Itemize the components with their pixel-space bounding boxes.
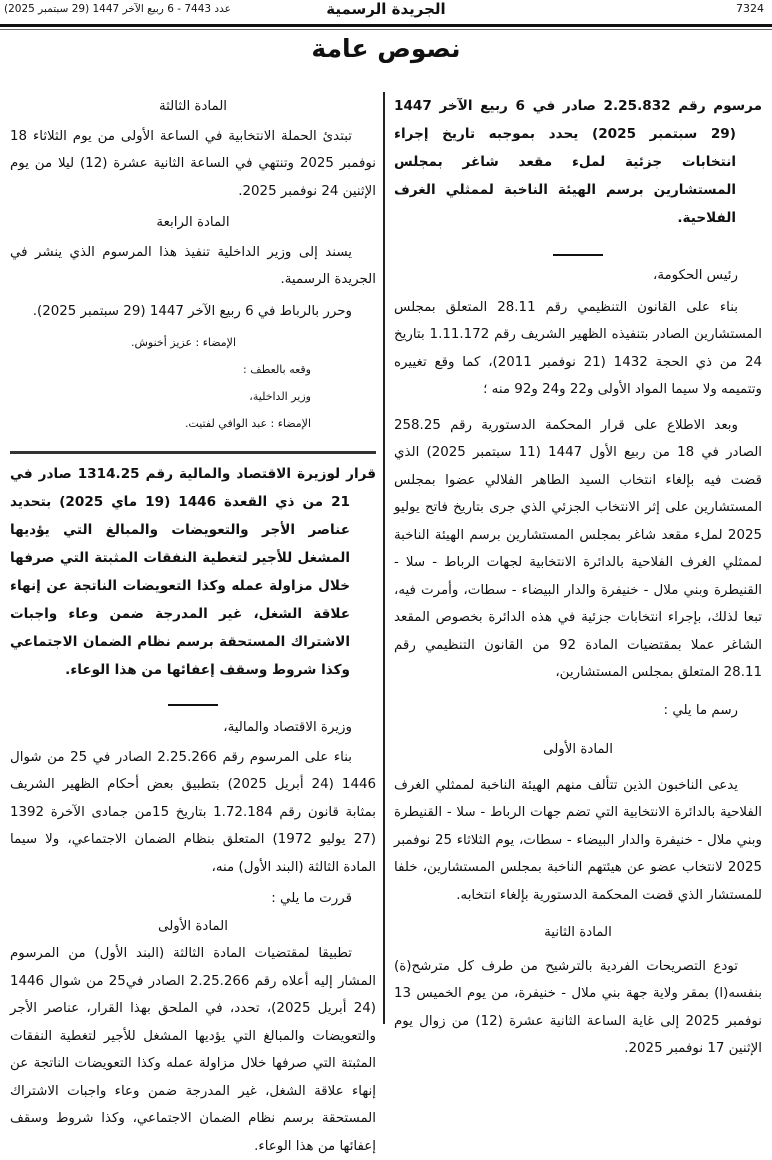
gazette-title: الجريدة الرسمية (326, 0, 446, 18)
order-issuer: وزيرة الاقتصاد والمالية، (223, 720, 352, 735)
order-article-1-text: تطبيقا لمقتضيات المادة الثالثة (البند الأول) من المرسوم المشار إليه أعلاه رقم 2.25.266 الصادر في25 من شوال 1446 (24 أبريل 2025)، تحدد، في الملحق بهذا القرار، عناصر الأجر والتعويضات والمبالغ التي يؤديها المشغل للأجير لتغطية النفقات المثبتة التي صرفها خلال مزاولة عمله وكذا التعويضات الناتجة عن إنهاء علاقة الشغل، غير المدرجة ضمن وعاء واجبات الاشتراك المستحقة برسم نظام الضمان الاجتماعي، وكذا شروط وسقف إعفائها من هذا الوعاء. (10, 946, 377, 1154)
left-column (10, 93, 376, 1160)
minister: وزير الداخلية، (249, 390, 311, 403)
decree-title: مرسوم رقم 2.25.832 صادر في 6 ربيع الآخر 1447 (29 سبتمبر 2025) يحدد بموجبه تاريخ إجراء انتخابات جزئية لملء مقعد شاغر بمجلس المستشارين برسم الهيئة الناخبة لممثلي الغرف الفلاحية. (394, 98, 762, 226)
article-3-text: تبتدئ الحملة الانتخابية في الساعة الأولى من يوم الثلاثاء 18 نوفمبر 2025 وتنتهي في الساعة الثانية عشرة (12) ليلا من يوم الإثنين 24 نوفمبر 2025. (10, 128, 377, 199)
order-recital: بناء على المرسوم رقم 2.25.266 الصادر في 25 من شوال 1446 (24 أبريل 2025) بتطبيق بعض أحكام الظهير الشريف بمثابة قانون رقم 1.72.184 بتاريخ 15من جمادى الآخرة 1392 (27 يوليو 1972) المتعلق بنظام الضمان الاجتماعي، ولا سيما المادة الثالثة (البند الأول) منه، (10, 749, 377, 875)
order-decided: قررت ما يلي : (271, 891, 352, 906)
order-article-1-heading: المادة الأولى (158, 918, 228, 934)
decree-column (394, 92, 762, 1063)
article-4-heading: المادة الرابعة (156, 215, 230, 230)
page-number: 7324 (736, 2, 764, 15)
header-rule (0, 24, 772, 27)
article-4-text: يسند إلى وزير الداخلية تنفيذ هذا المرسوم الذي ينشر في الجريدة الرسمية. (10, 244, 376, 287)
separator (553, 254, 603, 256)
column-divider (383, 92, 385, 1024)
countersigned: وقعه بالعطف : (243, 363, 311, 376)
article-1-text: يدعى الناخبون الذين تتألف منهم الهيئة الناخبة لممثلي الغرف الفلاحية بالدائرة الانتخابية التي تضم جهات الرباط - سلا - القنيطرة وبني ملال - خنيفرة والدار البيضاء - سطات، يوم الثلاثاء 25 نوفمبر 2025 لانتخاب عضو عن هيئتهم الناخبة بمجلس المستشارين، خلفا للمستشار الذي قضت المحكمة الدستورية بإلغاء انتخابه. (394, 777, 762, 903)
page-header (0, 0, 772, 24)
decree-recital-2: وبعد الاطلاع على قرار المحكمة الدستورية رقم 258.25 الصادر في 18 من ربيع الأول 1447 (11 سبتمبر 2025) الذي قضت فيه بإلغاء انتخاب السيد الطاهر الفلالي عضوا بمجلس المستشارين على إثر الانتخاب الجزئي الذي جرى بتاريخ فاتح يوليو 2025 لملء مقعد شاغر بمجلس المستشارين برسم الهيئة الناخبة لممثلي الغرف الفلاحية بالدائرة الانتخابية لجهات الرباط - سلا - القنيطرة وبني ملال - خنيفرة والدار البيضاء - سطات، وأمرت فيه، تبعا لذلك، بإجراء انتخابات جزئية في هذه الدائرة بخصوص المقعد الشاغر عملا بمقتضيات المادة 92 من القانون التنظيمي رقم 28.11 المتعلق بمجلس المستشارين، (394, 417, 763, 680)
order-title: قرار لوزيرة الاقتصاد والمالية رقم 1314.25 صادر في 21 من ذي القعدة 1446 (19 ماي 2025) بتحديد عناصر الأجر والتعويضات والمبالغ التي يؤديها المشغل للأجير لتغطية النفقات المثبتة التي صرفها خلال مزاولة عمله وكذا التعويضات الناتجة عن إنهاء علاقة الشغل، غير المدرجة ضمن وعاء واجبات الاشتراك المستحقة برسم نظام الضمان الاجتماعي وكذا شروط وسقف إعفائها من هذا الوعاء. (10, 466, 376, 678)
minister-signature: الإمضاء : عبد الوافي لفتيت. (184, 417, 311, 430)
decree-recital-1: بناء على القانون التنظيمي رقم 28.11 المتعلق بمجلس المستشارين الصادر بتنفيذه الظهير الشريف رقم 1.11.172 بتاريخ 24 من ذي الحجة 1432 (21 نوفمبر 2011)، كما وقع تغييره وتتميمه ولا سيما المواد الأولى و22 و24 و92 منه ؛ (394, 299, 762, 397)
article-3-heading: المادة الثالثة (158, 99, 228, 114)
pm-signature: الإمضاء : عزيز أخنوش. (130, 336, 236, 349)
done-at: وحرر بالرباط في 6 ربيع الآخر 1447 (29 سبتمبر 2025). (32, 303, 352, 319)
section-rule (10, 451, 376, 454)
issue-info: عدد 7443 - 6 ربيع الآخر 1447 (29 سبتمبر 2025) (4, 3, 231, 15)
article-2-heading: المادة الثانية (544, 925, 612, 940)
article-1-heading: المادة الأولى (543, 742, 613, 757)
decree-issuer: رئيس الحكومة، (653, 268, 738, 283)
header-rule-thin (0, 29, 772, 30)
decree-decreed: رسم ما يلي : (663, 702, 738, 718)
article-2-text: تودع التصريحات الفردية بالترشيح من طرف كل مترشح(ة) بنفسه(ا) بمقر ولاية جهة بني ملال - خنيفرة، من يوم الخميس 13 نوفمبر 2025 إلى غاية الساعة الثانية عشرة (12) من زوال يوم الإثنين 17 نوفمبر 2025. (394, 958, 762, 1056)
separator (168, 704, 218, 706)
section-title: نصوص عامة (311, 34, 461, 63)
